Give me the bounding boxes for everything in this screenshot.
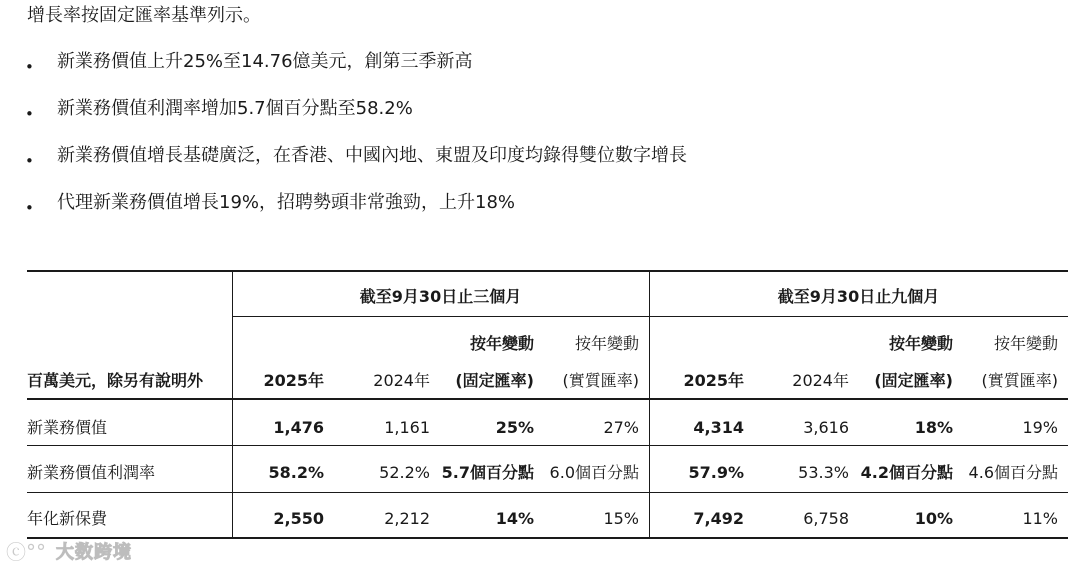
table-cell: 27% (603, 418, 639, 437)
highlight-item (0, 97, 1080, 144)
watermark-text: 大数跨境 (56, 542, 132, 563)
table-cell: 2,212 (384, 509, 430, 528)
highlight-text: 代理新業務價值增長19%，招聘勢頭非常強勁，上升18% (57, 192, 516, 213)
table-cell: 5.7個百分點 (441, 463, 534, 482)
unit-label: 百萬美元，除另有說明外 (27, 371, 204, 390)
table-cell: 6,758 (803, 509, 849, 528)
table-cell: 4,314 (693, 418, 744, 437)
row-divider (27, 445, 1068, 446)
col-header-chg-actual: 按年變動 (993, 334, 1058, 353)
table-cell: 3,616 (803, 418, 849, 437)
row-divider (27, 492, 1068, 493)
col-header-chg-actual-sub: (實質匯率) (562, 371, 639, 390)
col-header-chg-actual-sub: (實質匯率) (981, 371, 1058, 390)
table-cell: 10% (914, 509, 953, 528)
highlights-list (0, 50, 1080, 238)
row-label: 年化新保費 (27, 509, 108, 528)
group-header-ytd: 截至9月30日止九個月 (777, 287, 940, 306)
header-bottom-rule (27, 398, 1068, 400)
group-header-rule (232, 316, 1068, 317)
highlight-item (0, 144, 1080, 191)
highlight-item (0, 191, 1080, 238)
table-bottom-rule (27, 537, 1068, 539)
table-cell: 1,476 (273, 418, 324, 437)
bullet-icon: • (25, 199, 34, 217)
table-cell: 19% (1022, 418, 1058, 437)
column-divider (232, 270, 233, 537)
table-cell: 11% (1022, 509, 1058, 528)
table-cell: 57.9% (688, 463, 744, 482)
highlight-text: 新業務價值上升25%至14.76億美元，創第三季新高 (57, 51, 473, 72)
col-header-chg-const: 按年變動 (469, 334, 534, 353)
bullet-icon: • (25, 105, 34, 123)
table-cell: 52.2% (379, 463, 430, 482)
table-cell: 4.2個百分點 (860, 463, 953, 482)
table-cell: 18% (914, 418, 953, 437)
col-header-chg-const-sub: (固定匯率) (455, 371, 534, 390)
watermark-logo-icon: ⓒ°° (6, 540, 46, 564)
group-header-q3: 截至9月30日止三個月 (359, 287, 522, 306)
col-header-2025: 2025年 (263, 371, 324, 390)
table-cell: 4.6個百分點 (968, 463, 1058, 482)
table-cell: 7,492 (693, 509, 744, 528)
table-cell: 15% (603, 509, 639, 528)
highlight-item (0, 50, 1080, 97)
col-header-2024: 2024年 (792, 371, 849, 390)
col-header-chg-const: 按年變動 (888, 334, 953, 353)
table-cell: 25% (495, 418, 534, 437)
col-header-chg-actual: 按年變動 (574, 334, 639, 353)
table-cell: 6.0個百分點 (549, 463, 639, 482)
table-cell: 2,550 (273, 509, 324, 528)
table-cell: 14% (495, 509, 534, 528)
table-cell: 1,161 (384, 418, 430, 437)
intro-text: 增長率按固定匯率基準列示。 (27, 5, 261, 26)
table-cell: 53.3% (798, 463, 849, 482)
table-cell: 58.2% (268, 463, 324, 482)
col-header-2024: 2024年 (373, 371, 430, 390)
table-top-rule (27, 270, 1068, 272)
highlight-text: 新業務價值增長基礎廣泛，在香港、中國內地、東盟及印度均錄得雙位數字增長 (57, 145, 687, 166)
row-label: 新業務價值利潤率 (27, 463, 156, 482)
column-divider (649, 270, 650, 537)
col-header-chg-const-sub: (固定匯率) (874, 371, 953, 390)
col-header-2025: 2025年 (683, 371, 744, 390)
highlight-text: 新業務價值利潤率增加5.7個百分點至58.2% (57, 98, 413, 119)
financial-table (27, 270, 1068, 539)
row-label: 新業務價值 (27, 418, 108, 437)
bullet-icon: • (25, 152, 34, 170)
bullet-icon: • (25, 58, 34, 76)
watermark (6, 534, 146, 564)
